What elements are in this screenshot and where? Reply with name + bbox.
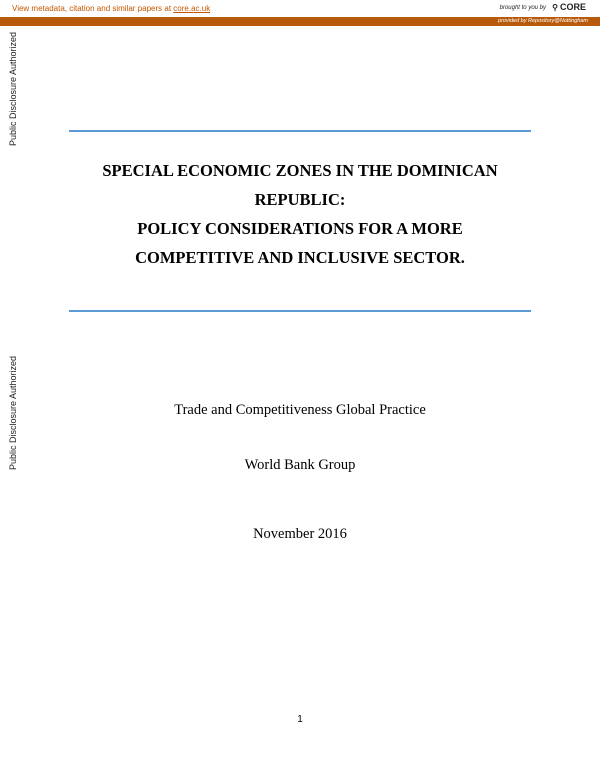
core-logo-icon: ⚲: [552, 3, 558, 12]
core-logo[interactable]: ⚲ CORE: [552, 2, 586, 12]
core-link-text[interactable]: core.ac.uk: [173, 4, 211, 13]
core-provided-strip: [0, 17, 600, 26]
core-metadata-link[interactable]: View metadata, citation and similar papers at core.ac.uk: [12, 4, 211, 13]
organization: World Bank Group: [244, 457, 356, 473]
publication-date: November 2016: [253, 526, 347, 542]
disclosure-label-mid: Public Disclosure Authorized: [8, 355, 18, 470]
title-rule-bottom: [69, 310, 531, 312]
document-title: [69, 156, 531, 272]
title-line: SPECIAL ECONOMIC ZONES IN THE DOMINICAN: [102, 161, 498, 180]
disclosure-label-top: Public Disclosure Authorized: [8, 31, 18, 146]
title-line: POLICY CONSIDERATIONS FOR A MORE: [137, 219, 463, 238]
global-practice: Trade and Competitiveness Global Practice: [174, 402, 426, 418]
title-line: REPUBLIC:: [254, 190, 346, 209]
page-number: 1: [297, 714, 303, 725]
brought-by-text: brought to you by: [499, 5, 546, 11]
title-rule-top: [69, 130, 531, 132]
title-line: COMPETITIVE AND INCLUSIVE SECTOR.: [135, 248, 465, 267]
provided-by-text: provided by Repository@Nottingham: [498, 18, 588, 24]
